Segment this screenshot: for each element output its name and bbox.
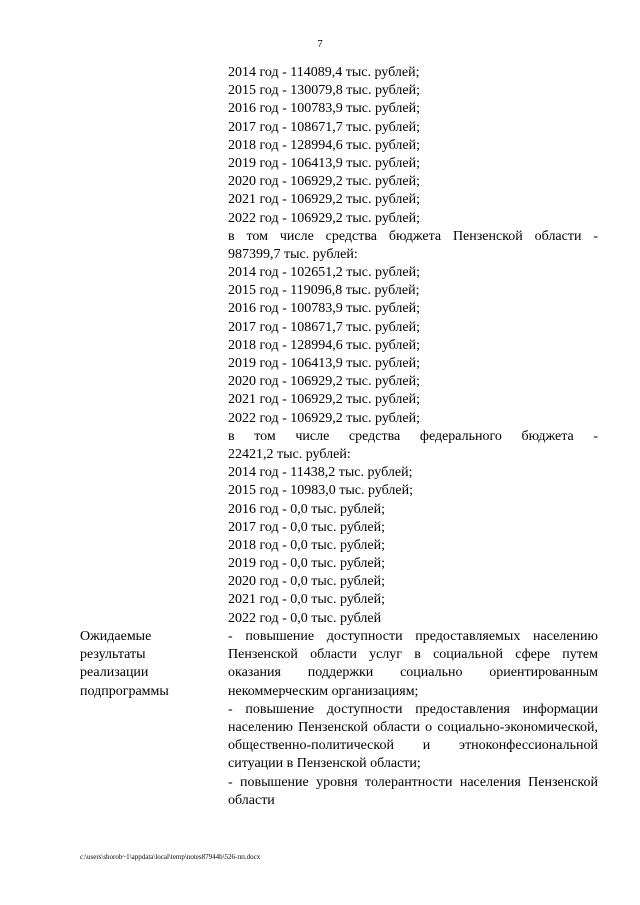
federal-financing-line: 2015 год - 10983,0 тыс. рублей; <box>228 483 414 499</box>
regional-financing-line: 2022 год - 106929,2 тыс. рублей; <box>228 410 421 426</box>
federal-financing-line: 2022 год - 0,0 тыс. рублей <box>228 610 382 626</box>
federal-financing-list <box>228 464 598 628</box>
label-line: Ожидаемые <box>80 629 152 644</box>
regional-financing-line: 2017 год - 108671,7 тыс. рублей; <box>228 319 421 335</box>
federal-financing-line: 2014 год - 11438,2 тыс. рублей; <box>228 465 413 481</box>
expected-results-label <box>80 628 220 701</box>
total-financing-line: 2019 год - 106413,9 тыс. рублей; <box>228 155 421 171</box>
federal-budget-total: 22421,2 тыс. рублей: <box>228 446 351 462</box>
regional-financing-line: 2019 год - 106413,9 тыс. рублей; <box>228 356 421 371</box>
total-financing-line: 2017 год - 108671,7 тыс. рублей; <box>228 119 421 135</box>
regional-financing-line: 2014 год - 102651,2 тыс. рублей; <box>228 265 421 281</box>
federal-financing-line: 2016 год - 0,0 тыс. рублей; <box>228 501 386 517</box>
expected-results-list <box>228 628 598 810</box>
regional-budget-total: 987399,7 тыс. рублей: <box>228 246 358 262</box>
regional-financing-list <box>228 264 598 428</box>
regional-financing-line: 2018 год - 128994,6 тыс. рублей; <box>228 337 421 353</box>
total-financing-line: 2020 год - 106929,2 тыс. рублей; <box>228 174 421 190</box>
regional-financing-line: 2020 год - 106929,2 тыс. рублей; <box>228 374 421 390</box>
federal-financing-line: 2020 год - 0,0 тыс. рублей; <box>228 574 386 590</box>
federal-financing-line: 2021 год - 0,0 тыс. рублей; <box>228 592 386 608</box>
label-line: подпрограммы <box>80 683 169 699</box>
total-financing-list <box>228 64 598 228</box>
total-financing-line: 2015 год - 130079,8 тыс. рублей; <box>228 83 421 99</box>
label-line: результаты <box>80 647 146 663</box>
total-financing-line: 2014 год - 114089,4 тыс. рублей; <box>228 65 420 80</box>
page-number: 7 <box>317 38 323 50</box>
federal-financing-line: 2017 год - 0,0 тыс. рублей; <box>228 519 386 535</box>
total-financing-line: 2022 год - 106929,2 тыс. рублей; <box>228 210 421 226</box>
federal-budget-heading: в том числе средства федерального бюджета - <box>228 428 598 444</box>
regional-financing-line: 2016 год - 100783,9 тыс. рублей; <box>228 301 421 317</box>
regional-financing-line: 2021 год - 106929,2 тыс. рублей; <box>228 392 421 408</box>
total-financing-line: 2021 год - 106929,2 тыс. рублей; <box>228 192 421 208</box>
federal-financing-line: 2019 год - 0,0 тыс. рублей; <box>228 556 386 572</box>
expected-result-item: - повышение доступности предоставления информации населению Пензенской области о социально-экономической, общественно-политической и этноконфессиональной ситуации в Пензенской области; <box>228 701 598 772</box>
federal-financing-line: 2018 год - 0,0 тыс. рублей; <box>228 537 386 553</box>
financing-section <box>228 64 598 628</box>
total-financing-line: 2018 год - 128994,6 тыс. рублей; <box>228 137 421 153</box>
regional-budget-heading: в том числе средства бюджета Пензенской области - <box>228 228 598 244</box>
total-financing-line: 2016 год - 100783,9 тыс. рублей; <box>228 101 421 117</box>
footer-file-path: c:\users\shorob~1\appdata\local\temp\notes87944b\526-пп.docx <box>80 853 261 861</box>
expected-result-item: - повышение уровня толерантности населения Пензенской области <box>228 774 598 808</box>
expected-result-item: - повышение доступности предоставляемых населению Пензенской области услуг в социальной сфере путем оказания поддержки социально ориентированным некоммерческим организациям; <box>228 629 598 699</box>
regional-financing-line: 2015 год - 119096,8 тыс. рублей; <box>228 283 420 299</box>
label-line: реализации <box>80 665 149 681</box>
